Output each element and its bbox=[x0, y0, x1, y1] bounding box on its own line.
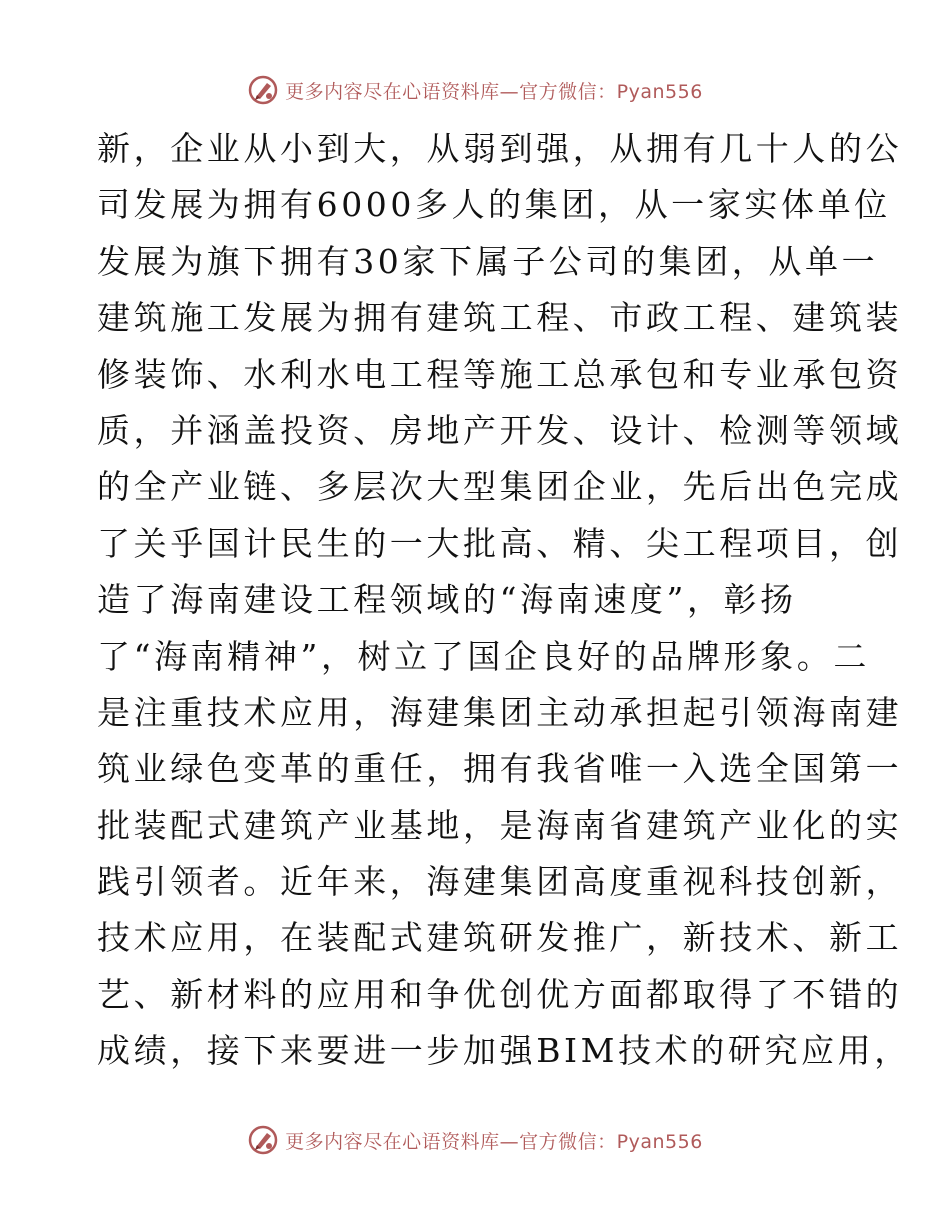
text-line: 的全产业链、多层次大型集团企业，先后出色完成 bbox=[97, 467, 903, 507]
text-line: 技术应用，在装配式建筑研发推广，新技术、新工 bbox=[97, 918, 903, 958]
text-line: 筑业绿色变革的重任，拥有我省唯一入选全国第一 bbox=[97, 749, 903, 789]
text-line: 了关乎国计民生的一大批高、精、尖工程项目，创 bbox=[97, 523, 903, 563]
text-line: 发展为旗下拥有30家下属子公司的集团，从单一 bbox=[97, 241, 879, 281]
text-line: 司发展为拥有6000多人的集团，从一家实体单位 bbox=[97, 185, 891, 225]
text-line: 新，企业从小到大，从弱到强，从拥有几十人的公 bbox=[97, 129, 903, 168]
text-line: 修装饰、水利水电工程等施工总承包和专业承包资 bbox=[97, 354, 903, 394]
text-line: 是注重技术应用，海建集团主动承担起引领海南建 bbox=[97, 692, 903, 732]
text-line: 批装配式建筑产业基地，是海南省建筑产业化的实 bbox=[97, 805, 903, 845]
pen-quill-logo-icon bbox=[247, 1124, 279, 1156]
document-body bbox=[97, 121, 911, 1080]
footer-banner-text: 更多内容尽在心语资料库—官方微信：Pyan556 bbox=[285, 1130, 703, 1153]
text-line: 成绩，接下来要进一步加强BIM技术的研究应用， bbox=[97, 1031, 911, 1071]
text-line: 质，并涵盖投资、房地产开发、设计、检测等领域 bbox=[97, 410, 903, 450]
pen-quill-logo-icon bbox=[247, 74, 279, 106]
header-banner bbox=[0, 70, 950, 110]
footer-banner bbox=[0, 1120, 950, 1160]
text-line: 践引领者。近年来，海建集团高度重视科技创新， bbox=[97, 862, 903, 902]
text-line: 造了海南建设工程领域的“海南速度”，彰扬 bbox=[97, 580, 797, 620]
text-line: 了“海南精神”，树立了国企良好的品牌形象。二 bbox=[97, 636, 870, 676]
header-banner-text: 更多内容尽在心语资料库—官方微信：Pyan556 bbox=[285, 80, 703, 103]
text-line: 建筑施工发展为拥有建筑工程、市政工程、建筑装 bbox=[97, 298, 903, 338]
text-line: 艺、新材料的应用和争优创优方面都取得了不错的 bbox=[97, 974, 903, 1014]
